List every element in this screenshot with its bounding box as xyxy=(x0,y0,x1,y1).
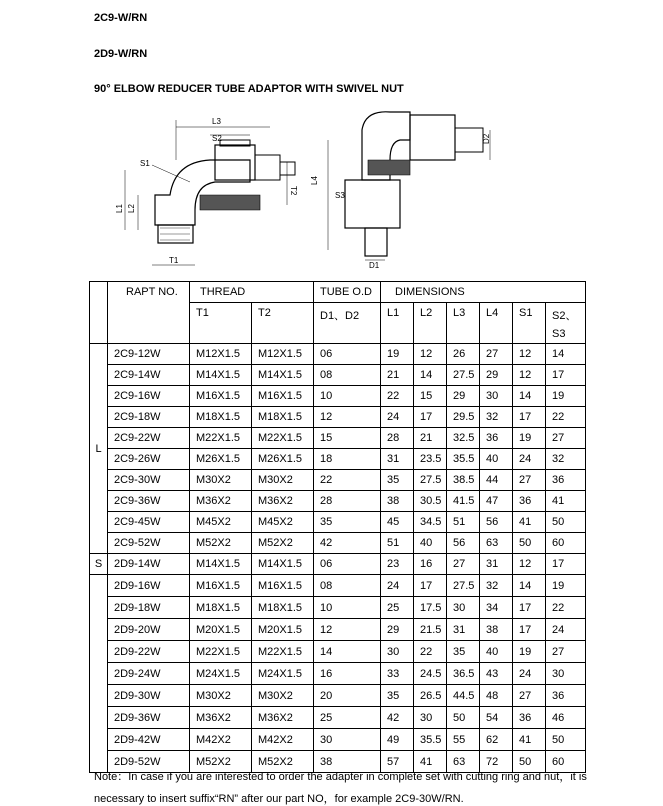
group-label-blank xyxy=(90,575,108,773)
part-number-cell: 2C9-36W xyxy=(108,491,190,512)
table-row xyxy=(90,729,586,751)
header-s1: S1 xyxy=(513,303,546,344)
table-cell: 41.5 xyxy=(447,491,480,512)
table-cell: 60 xyxy=(546,751,586,773)
technical-drawings xyxy=(100,100,520,285)
table-cell: 20 xyxy=(314,685,381,707)
table-cell: 19 xyxy=(381,344,414,365)
table-cell: 14 xyxy=(414,365,447,386)
table-cell: 44 xyxy=(480,470,513,491)
table-cell: 21 xyxy=(381,365,414,386)
table-cell: 29.5 xyxy=(447,407,480,428)
table-cell: 21 xyxy=(414,428,447,449)
table-cell: 26.5 xyxy=(414,685,447,707)
table-cell: M16X1.5 xyxy=(252,386,314,407)
part-number-cell: 2D9-36W xyxy=(108,707,190,729)
table-cell: M22X1.5 xyxy=(190,428,252,449)
table-cell: 60 xyxy=(546,533,586,554)
part-number-cell: 2C9-45W xyxy=(108,512,190,533)
table-cell: 22 xyxy=(314,470,381,491)
table-cell: 30.5 xyxy=(414,491,447,512)
part-number-cell: 2D9-52W xyxy=(108,751,190,773)
table-cell: M22X1.5 xyxy=(190,641,252,663)
header-s2-s3: S2、 S3 xyxy=(546,303,586,344)
table-cell: 12 xyxy=(414,344,447,365)
table-cell: 10 xyxy=(314,597,381,619)
table-cell: 30 xyxy=(414,707,447,729)
table-cell: 63 xyxy=(480,533,513,554)
table-cell: 12 xyxy=(513,344,546,365)
table-cell: 06 xyxy=(314,344,381,365)
table-cell: 19 xyxy=(513,428,546,449)
label-l1: L1 xyxy=(115,204,124,213)
part-number-cell: 2D9-16W xyxy=(108,575,190,597)
table-cell: 35 xyxy=(381,470,414,491)
table-cell: M36X2 xyxy=(252,707,314,729)
table-cell: 32.5 xyxy=(447,428,480,449)
table-cell: 51 xyxy=(381,533,414,554)
table-cell: 35.5 xyxy=(414,729,447,751)
table-cell: M22X1.5 xyxy=(252,641,314,663)
table-cell: 17 xyxy=(414,407,447,428)
part-number-cell: 2D9-30W xyxy=(108,685,190,707)
table-cell: 15 xyxy=(414,386,447,407)
label-l2: L2 xyxy=(127,204,136,213)
table-cell: 14 xyxy=(513,575,546,597)
table-cell: M12X1.5 xyxy=(252,344,314,365)
table-cell: 38.5 xyxy=(447,470,480,491)
table-row xyxy=(90,707,586,729)
table-cell: 15 xyxy=(314,428,381,449)
table-cell: 14 xyxy=(546,344,586,365)
table-cell: M30X2 xyxy=(190,685,252,707)
table-cell: M12X1.5 xyxy=(190,344,252,365)
table-row xyxy=(90,470,586,491)
table-cell: 17 xyxy=(513,597,546,619)
table-cell: 42 xyxy=(381,707,414,729)
table-cell: M42X2 xyxy=(190,729,252,751)
table-cell: M26X1.5 xyxy=(190,449,252,470)
table-cell: 49 xyxy=(381,729,414,751)
right-elbow-drawing xyxy=(328,112,490,260)
table-cell: 36 xyxy=(546,685,586,707)
table-cell: M52X2 xyxy=(252,751,314,773)
table-cell: 38 xyxy=(480,619,513,641)
table-cell: 12 xyxy=(513,365,546,386)
note-line-1: Note：In case if you are interested to order the adapter in complete set with cutting ring and nut，it is xyxy=(94,771,587,783)
table-cell: 55 xyxy=(447,729,480,751)
table-cell: 31 xyxy=(447,619,480,641)
product-title: 90° ELBOW REDUCER TUBE ADAPTOR WITH SWIVEL NUT xyxy=(94,83,404,95)
table-cell: 24.5 xyxy=(414,663,447,685)
table-cell: 23 xyxy=(381,554,414,575)
table-cell: M22X1.5 xyxy=(252,428,314,449)
table-cell: 32 xyxy=(546,449,586,470)
table-cell: 27 xyxy=(546,428,586,449)
table-cell: M30X2 xyxy=(190,470,252,491)
table-cell: 28 xyxy=(314,491,381,512)
table-cell: 24 xyxy=(513,449,546,470)
table-cell: 35.5 xyxy=(447,449,480,470)
table-cell: 54 xyxy=(480,707,513,729)
table-cell: 27 xyxy=(513,685,546,707)
left-elbow-drawing xyxy=(125,120,295,265)
table-cell: 31 xyxy=(480,554,513,575)
table-cell: 22 xyxy=(414,641,447,663)
header-part-no: RAPT NO. xyxy=(108,282,190,344)
table-row xyxy=(90,554,586,575)
table-cell: 31 xyxy=(381,449,414,470)
header-l3: L3 xyxy=(447,303,480,344)
table-cell: 17 xyxy=(546,365,586,386)
table-cell: 56 xyxy=(447,533,480,554)
table-cell: 40 xyxy=(480,449,513,470)
header-tube-od: TUBE O.D xyxy=(314,282,381,303)
table-cell: M14X1.5 xyxy=(190,554,252,575)
header-l4: L4 xyxy=(480,303,513,344)
table-cell: 27.5 xyxy=(414,470,447,491)
label-l4: L4 xyxy=(310,176,319,185)
table-cell: M30X2 xyxy=(252,470,314,491)
table-cell: 40 xyxy=(480,641,513,663)
table-row xyxy=(90,597,586,619)
table-row xyxy=(90,575,586,597)
table-cell: 41 xyxy=(546,491,586,512)
table-cell: 08 xyxy=(314,365,381,386)
table-cell: M52X2 xyxy=(190,533,252,554)
part-number-cell: 2C9-22W xyxy=(108,428,190,449)
part-number-cell: 2C9-14W xyxy=(108,365,190,386)
table-row xyxy=(90,386,586,407)
table-cell: 06 xyxy=(314,554,381,575)
table-row xyxy=(90,365,586,386)
part-number-cell: 2D9-14W xyxy=(108,554,190,575)
table-cell: 41 xyxy=(513,729,546,751)
table-cell: 38 xyxy=(314,751,381,773)
header-thread: THREAD xyxy=(190,282,314,303)
table-row xyxy=(90,641,586,663)
part-number-cell: 2D9-24W xyxy=(108,663,190,685)
header-group-blank xyxy=(90,282,108,344)
table-cell: 62 xyxy=(480,729,513,751)
table-cell: 21.5 xyxy=(414,619,447,641)
table-cell: M36X2 xyxy=(190,707,252,729)
table-cell: M16X1.5 xyxy=(252,575,314,597)
table-cell: M18X1.5 xyxy=(252,407,314,428)
table-cell: M36X2 xyxy=(190,491,252,512)
table-cell: M45X2 xyxy=(190,512,252,533)
left-drawing-labels xyxy=(115,117,298,265)
table-cell: 24 xyxy=(513,663,546,685)
part-number-cell: 2D9-42W xyxy=(108,729,190,751)
header-l1: L1 xyxy=(381,303,414,344)
group-label-s: S xyxy=(90,554,108,575)
table-cell: 50 xyxy=(447,707,480,729)
label-d1: D1 xyxy=(369,261,380,270)
table-cell: M20X1.5 xyxy=(190,619,252,641)
table-cell: M14X1.5 xyxy=(252,554,314,575)
table-cell: 25 xyxy=(381,597,414,619)
table-row xyxy=(90,512,586,533)
table-cell: 27 xyxy=(546,641,586,663)
table-cell: M18X1.5 xyxy=(252,597,314,619)
table-cell: 36 xyxy=(546,470,586,491)
table-cell: M24X1.5 xyxy=(252,663,314,685)
table-cell: 42 xyxy=(314,533,381,554)
table-cell: M18X1.5 xyxy=(190,597,252,619)
table-cell: 41 xyxy=(414,751,447,773)
table-cell: 17 xyxy=(513,619,546,641)
table-cell: 27 xyxy=(480,344,513,365)
table-cell: 26 xyxy=(447,344,480,365)
label-d2: D2 xyxy=(482,133,491,144)
table-cell: 14 xyxy=(314,641,381,663)
table-cell: 32 xyxy=(480,407,513,428)
label-l3: L3 xyxy=(212,117,221,126)
table-cell: 17 xyxy=(546,554,586,575)
table-cell: M16X1.5 xyxy=(190,386,252,407)
table-cell: 19 xyxy=(546,575,586,597)
table-cell: 30 xyxy=(480,386,513,407)
table-cell: 29 xyxy=(447,386,480,407)
table-cell: M16X1.5 xyxy=(190,575,252,597)
table-cell: 08 xyxy=(314,575,381,597)
dimension-table xyxy=(89,281,586,773)
label-t2: T2 xyxy=(289,186,298,196)
table-cell: 19 xyxy=(513,641,546,663)
table-cell: 48 xyxy=(480,685,513,707)
table-cell: 50 xyxy=(546,729,586,751)
table-cell: 56 xyxy=(480,512,513,533)
part-number-cell: 2C9-26W xyxy=(108,449,190,470)
table-cell: 30 xyxy=(381,641,414,663)
table-row xyxy=(90,619,586,641)
part-number-cell: 2D9-20W xyxy=(108,619,190,641)
table-cell: 12 xyxy=(314,407,381,428)
table-cell: 22 xyxy=(546,597,586,619)
table-cell: 41 xyxy=(513,512,546,533)
table-cell: 14 xyxy=(513,386,546,407)
table-cell: 30 xyxy=(546,663,586,685)
table-cell: 24 xyxy=(381,407,414,428)
header-dimensions: DIMENSIONS xyxy=(381,282,586,303)
table-cell: 35 xyxy=(381,685,414,707)
table-cell: 72 xyxy=(480,751,513,773)
table-cell: 57 xyxy=(381,751,414,773)
header-d1-d2: D1、D2 xyxy=(314,303,381,344)
table-cell: 29 xyxy=(381,619,414,641)
header-t2: T2 xyxy=(252,303,314,344)
table-row xyxy=(90,491,586,512)
table-cell: M52X2 xyxy=(190,751,252,773)
table-cell: 17.5 xyxy=(414,597,447,619)
table-cell: 35 xyxy=(314,512,381,533)
table-cell: 32 xyxy=(480,575,513,597)
table-cell: 50 xyxy=(546,512,586,533)
table-row xyxy=(90,533,586,554)
table-cell: M36X2 xyxy=(252,491,314,512)
table-cell: 27 xyxy=(447,554,480,575)
table-row xyxy=(90,449,586,470)
table-row xyxy=(90,663,586,685)
table-cell: 51 xyxy=(447,512,480,533)
table-row xyxy=(90,685,586,707)
part-number-cell: 2C9-16W xyxy=(108,386,190,407)
table-cell: 24 xyxy=(381,575,414,597)
note-line-2: necessary to insert suffix“RN” after our part NO，for example 2C9-30W/RN. xyxy=(94,793,464,805)
table-cell: 27 xyxy=(513,470,546,491)
table-cell: M26X1.5 xyxy=(252,449,314,470)
table-cell: 12 xyxy=(314,619,381,641)
table-cell: M18X1.5 xyxy=(190,407,252,428)
table-cell: 40 xyxy=(414,533,447,554)
header-t1: T1 xyxy=(190,303,252,344)
label-t1: T1 xyxy=(169,256,179,265)
part-number-cell: 2C9-30W xyxy=(108,470,190,491)
table-row xyxy=(90,407,586,428)
table-cell: M52X2 xyxy=(252,533,314,554)
table-cell: 10 xyxy=(314,386,381,407)
table-cell: 25 xyxy=(314,707,381,729)
part-number-cell: 2D9-18W xyxy=(108,597,190,619)
table-cell: 19 xyxy=(546,386,586,407)
table-cell: 46 xyxy=(546,707,586,729)
table-cell: 38 xyxy=(381,491,414,512)
label-s2: S2 xyxy=(212,134,222,143)
table-cell: M30X2 xyxy=(252,685,314,707)
table-cell: 36.5 xyxy=(447,663,480,685)
table-cell: 47 xyxy=(480,491,513,512)
table-cell: 16 xyxy=(414,554,447,575)
table-cell: 22 xyxy=(546,407,586,428)
table-cell: 30 xyxy=(447,597,480,619)
table-cell: M42X2 xyxy=(252,729,314,751)
table-cell: 12 xyxy=(513,554,546,575)
table-cell: 35 xyxy=(447,641,480,663)
table-cell: M24X1.5 xyxy=(190,663,252,685)
table-cell: 34 xyxy=(480,597,513,619)
table-cell: 30 xyxy=(314,729,381,751)
part-number-cell: 2C9-52W xyxy=(108,533,190,554)
table-cell: M45X2 xyxy=(252,512,314,533)
part-number-cell: 2C9-18W xyxy=(108,407,190,428)
series-code-2c9: 2C9-W/RN xyxy=(94,12,148,24)
table-cell: 23.5 xyxy=(414,449,447,470)
table-cell: 34.5 xyxy=(414,512,447,533)
label-s1: S1 xyxy=(140,159,150,168)
part-number-cell: 2C9-12W xyxy=(108,344,190,365)
table-row xyxy=(90,428,586,449)
table-cell: 36 xyxy=(480,428,513,449)
table-cell: 17 xyxy=(513,407,546,428)
table-cell: M20X1.5 xyxy=(252,619,314,641)
label-s3: S3 xyxy=(335,191,345,200)
group-label-l: L xyxy=(90,344,108,554)
table-cell: 50 xyxy=(513,533,546,554)
table-cell: 50 xyxy=(513,751,546,773)
table-cell: 33 xyxy=(381,663,414,685)
table-cell: 18 xyxy=(314,449,381,470)
table-cell: 45 xyxy=(381,512,414,533)
table-cell: 17 xyxy=(414,575,447,597)
table-cell: 27.5 xyxy=(447,575,480,597)
part-number-cell: 2D9-22W xyxy=(108,641,190,663)
series-code-2d9: 2D9-W/RN xyxy=(94,48,148,60)
table-cell: 16 xyxy=(314,663,381,685)
table-cell: 27.5 xyxy=(447,365,480,386)
table-cell: 36 xyxy=(513,707,546,729)
table-cell: M14X1.5 xyxy=(252,365,314,386)
header-l2: L2 xyxy=(414,303,447,344)
table-cell: 43 xyxy=(480,663,513,685)
table-cell: 24 xyxy=(546,619,586,641)
table-cell: 28 xyxy=(381,428,414,449)
table-cell: 63 xyxy=(447,751,480,773)
table-cell: M14X1.5 xyxy=(190,365,252,386)
table-cell: 29 xyxy=(480,365,513,386)
table-row xyxy=(90,344,586,365)
table-cell: 22 xyxy=(381,386,414,407)
table-cell: 36 xyxy=(513,491,546,512)
table-cell: 44.5 xyxy=(447,685,480,707)
